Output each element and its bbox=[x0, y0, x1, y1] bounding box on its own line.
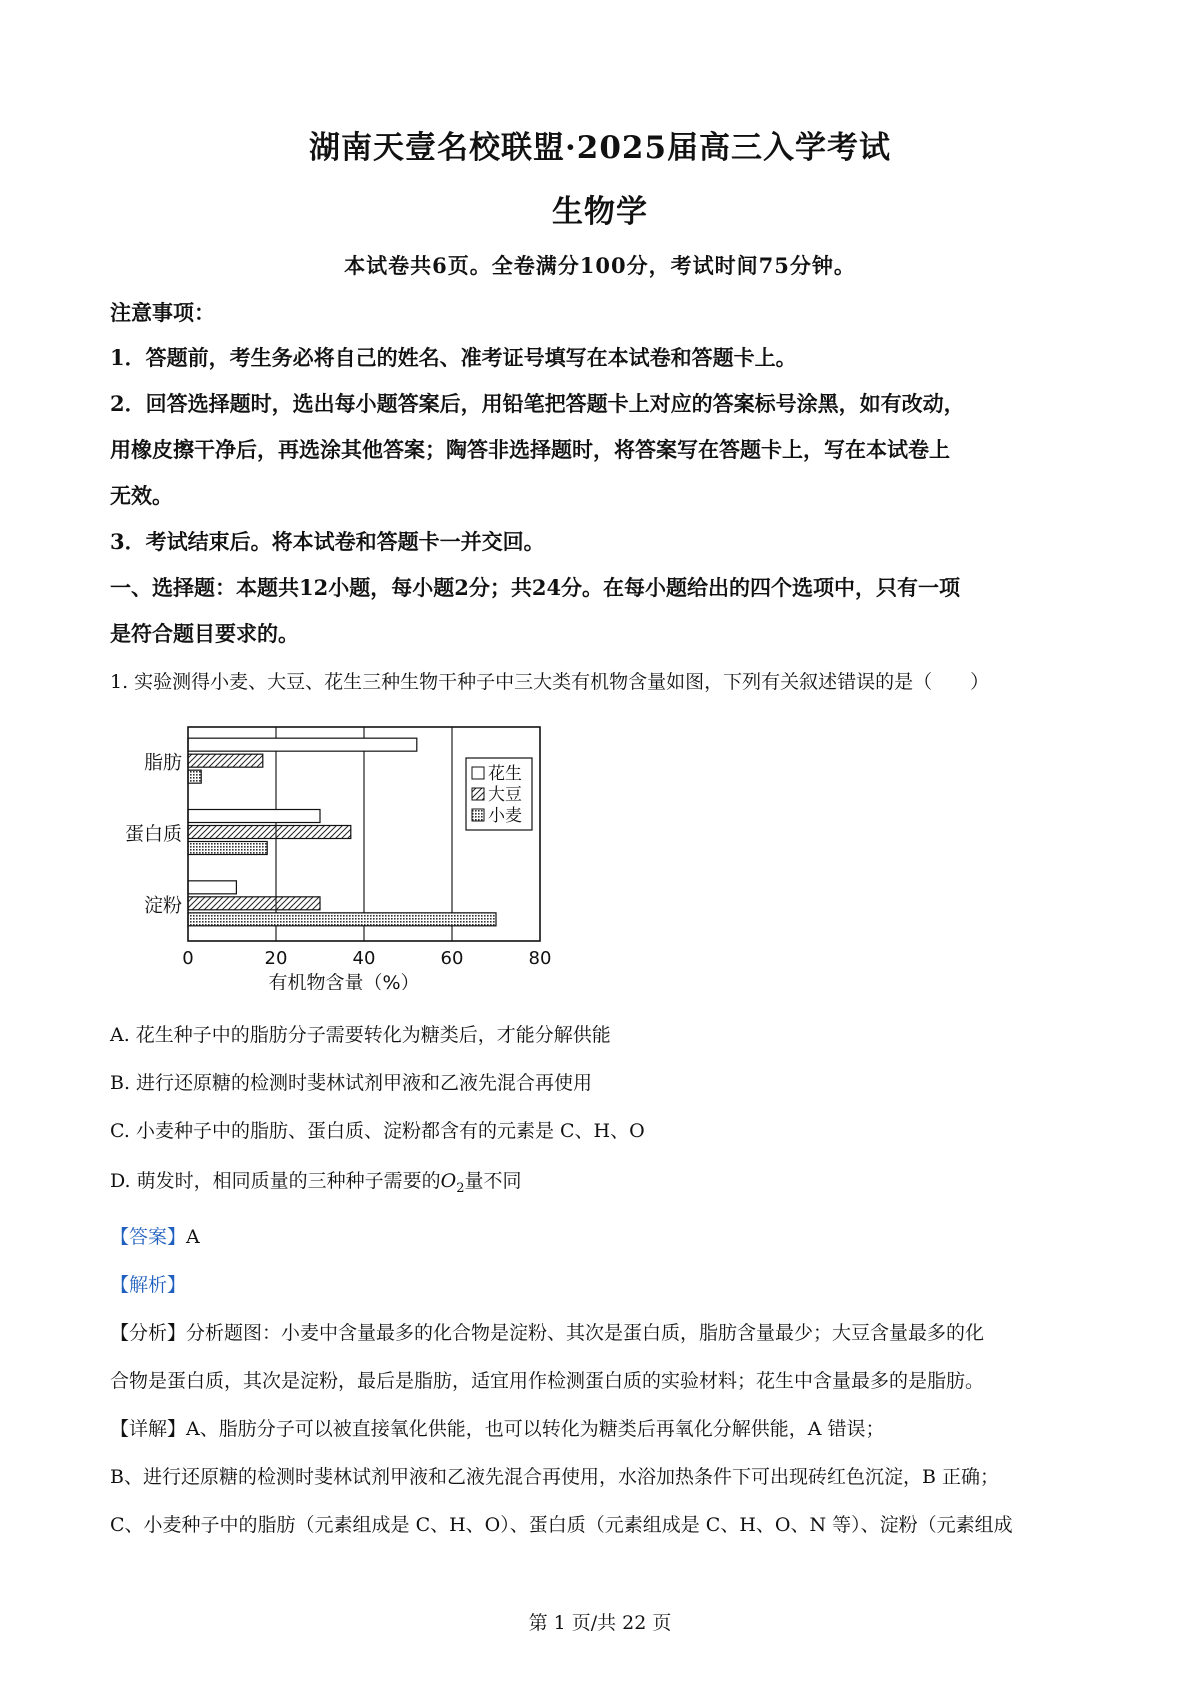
subject-title: 生物学 bbox=[552, 194, 648, 230]
notice-heading: 注意事项： bbox=[110, 300, 215, 325]
option-d-text: D. 萌发时，相同质量的三种种子需要的 bbox=[110, 1170, 441, 1192]
x-tick-label-60: 60 bbox=[440, 948, 464, 969]
bar-1-2 bbox=[188, 842, 267, 855]
chart-bars bbox=[188, 738, 496, 926]
x-tick-label-20: 20 bbox=[264, 948, 288, 969]
bar-0-2 bbox=[188, 770, 201, 783]
legend-label-2: 小麦 bbox=[488, 806, 522, 826]
legend-label-1: 大豆 bbox=[488, 785, 522, 805]
answer-label: 【答案】 bbox=[110, 1226, 187, 1248]
section-heading-line-1: 一、选择题：本题共12小题，每小题2分；共24分。在每小题给出的四个选项中，只有一项 bbox=[110, 575, 961, 600]
detail-line-1: 【详解】A、脂肪分子可以被直接氧化供能，也可以转化为糖类后再氧化分解供能，A 错误； bbox=[110, 1418, 885, 1440]
bar-1-1 bbox=[188, 826, 351, 839]
detail-line-3: C、小麦种子中的脂肪（元素组成是 C、H、O）、蛋白质（元素组成是 C、H、O、N 等）、淀粉（元素组成 bbox=[110, 1514, 1013, 1536]
chart-legend bbox=[466, 758, 532, 830]
option-b: B. 进行还原糖的检测时斐林试剂甲液和乙液先混合再使用 bbox=[110, 1072, 593, 1094]
oxygen-symbol: O bbox=[440, 1170, 457, 1192]
notice-item-1: 1．答题前，考生务必将自己的姓名、准考证号填写在本试卷和答题卡上。 bbox=[110, 345, 797, 370]
category-label-0: 脂肪 bbox=[143, 751, 182, 774]
bar-0-1 bbox=[188, 754, 263, 767]
x-axis-label: 有机物含量（%） bbox=[268, 972, 420, 990]
bar-2-1 bbox=[188, 897, 320, 910]
category-label-2: 淀粉 bbox=[143, 894, 182, 917]
x-tick-label-40: 40 bbox=[352, 948, 376, 969]
exam-info: 本试卷共6页。全卷满分100分，考试时间75分钟。 bbox=[344, 253, 856, 278]
category-label-1: 蛋白质 bbox=[124, 823, 182, 845]
oxygen-subscript: 2 bbox=[456, 1180, 465, 1196]
analysis-line-2: 合物是蛋白质，其次是淀粉，最后是脂肪，适宜用作检测蛋白质的实验材料；花生中含量最多的是脂肪。 bbox=[110, 1370, 985, 1392]
option-d-tail: 量不同 bbox=[464, 1170, 522, 1192]
legend-swatch-1 bbox=[472, 788, 484, 800]
notice-item-3: 3．考试结束后。将本试卷和答题卡一并交回。 bbox=[110, 529, 545, 554]
section-heading-line-2: 是符合题目要求的。 bbox=[110, 621, 299, 646]
x-tick-label-0: 0 bbox=[182, 948, 194, 969]
notice-item-2-line-3: 无效。 bbox=[110, 483, 173, 508]
legend-swatch-0 bbox=[472, 767, 484, 779]
analysis-label: 【解析】 bbox=[110, 1274, 187, 1296]
answer-value: A bbox=[186, 1226, 200, 1248]
analysis-line-1: 【分析】分析题图：小麦中含量最多的化合物是淀粉、其次是蛋白质，脂肪含量最少；大豆含量最多的化 bbox=[110, 1322, 985, 1344]
legend-label-0: 花生 bbox=[488, 764, 522, 784]
x-tick-label-80: 80 bbox=[528, 948, 552, 969]
bar-2-0 bbox=[188, 881, 236, 894]
bar-0-0 bbox=[188, 738, 417, 751]
notice-item-2-line-1: 2．回答选择题时，选出每小题答案后，用铅笔把答题卡上对应的答案标号涂黑，如有改动， bbox=[110, 391, 965, 416]
notice-item-2-line-2: 用橡皮擦干净后，再选涂其他答案；陶答非选择题时，将答案写在答题卡上，写在本试卷上 bbox=[110, 437, 950, 462]
organic-content-bar-chart bbox=[100, 720, 560, 990]
legend-swatch-2 bbox=[472, 809, 484, 821]
answer-line bbox=[110, 1222, 200, 1249]
question-1-stem: 1. 实验测得小麦、大豆、花生三种生物干种子中三大类有机物含量如图，下列有关叙述错误的是（ ） bbox=[110, 671, 990, 693]
option-c: C. 小麦种子中的脂肪、蛋白质、淀粉都含有的元素是 C、H、O bbox=[110, 1120, 645, 1142]
page-footer: 第 1 页/共 22 页 bbox=[528, 1612, 672, 1634]
option-d bbox=[110, 1166, 522, 1196]
option-a: A. 花生种子中的脂肪分子需要转化为糖类后，才能分解供能 bbox=[110, 1024, 611, 1046]
detail-line-2: B、进行还原糖的检测时斐林试剂甲液和乙液先混合再使用，水浴加热条件下可出现砖红色沉淀，B 正确； bbox=[110, 1466, 999, 1488]
bar-2-2 bbox=[188, 913, 496, 926]
exam-title: 湖南天壹名校联盟·2025届高三入学考试 bbox=[308, 130, 892, 166]
bar-1-0 bbox=[188, 810, 320, 823]
